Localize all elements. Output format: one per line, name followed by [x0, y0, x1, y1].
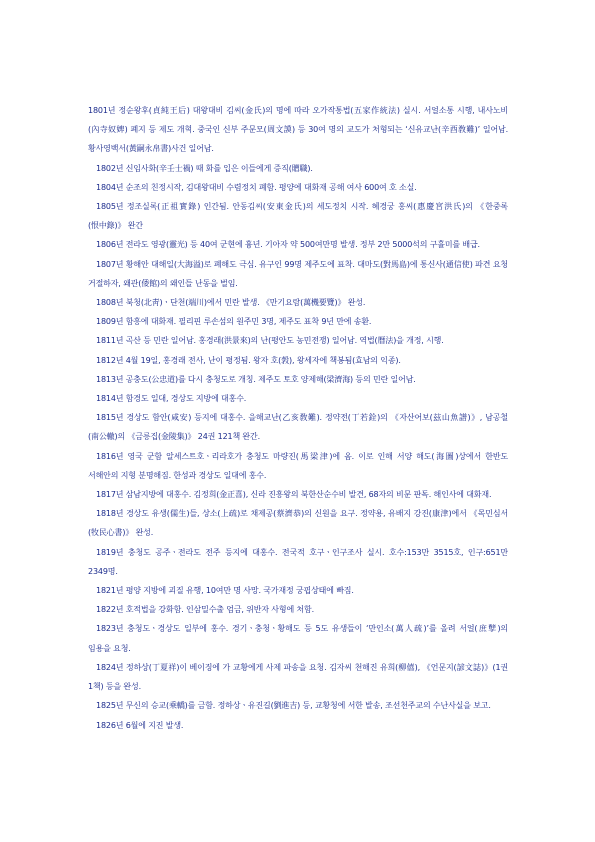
chronology-entry-1821: 1821년 평양 지방에 괴질 유행, 10여만 명 사망. 국가재정 궁핍상태에 빠짐.	[96, 586, 354, 596]
chronology-entry-1819: 1819년 충청도 공주ㆍ전라도 전주 등지에 대홍수. 전국적 호구ㆍ인구조사 실시. 호수:153만 3515호, 인구:651만 2349명.	[88, 547, 508, 576]
chronology-entry-1825: 1825년 무신의 승교(乘轎)를 금함. 정하상ㆍ유진길(劉進吉) 등, 교황청에 서한 발송, 조선천주교의 수난사실을 보고.	[96, 701, 491, 711]
chronology-entry-1816: 1816년 영국 군함 알세스트호ㆍ리라호가 충청도 마량진(馬梁津)에 옴. 이로 인해 서양 해도(海圖)상에서 한반도 서해안의 지형 분명해짐. 한성과 경상도 일대에 홍수.	[88, 451, 508, 480]
chronology-entry-1826: 1826년 6월에 지진 발생.	[96, 720, 184, 730]
chronology-entry-1814: 1814년 함경도 일대, 경상도 지방에 대홍수.	[96, 394, 247, 404]
chronology-entry-1801: 1801년 정순왕후(貞純王后) 대왕대비 김씨(金氏)의 명에 따라 오가작통법(五家作統法) 실시. 서얼소통 시행, 내사노비(內寺奴婢) 폐지 등 제도 개혁. 중국인 신부 주문모(周文謨) 등 30여 명의 교도가 처형되는 ‘신유교난(辛酉敎難)’ 일어남. 황사영백서(黃嗣永帛書)사건 일어남.	[88, 106, 508, 154]
chronology-entry-1805: 1805년 정조실록(正祖實錄) 인간됨. 안동김씨(安東金氏)의 세도정치 시작. 혜경궁 홍씨(惠慶宮洪氏)의 《한중록(恨中錄)》 완간	[88, 202, 508, 231]
chronology-entries	[88, 101, 508, 735]
chronology-entry-1812: 1812년 4월 19일, 홍경래 전사, 난이 평정됨. 왕자 호(㝅), 왕세자에 책봉됨(효남의 익종).	[96, 355, 401, 365]
chronology-entry-1818: 1818년 경상도 유생(儒生)들, 상소(上疏)로 채제공(蔡濟恭)의 신원을 요구. 정약용, 유배지 강진(康津)에서 《목민심서(牧民心書)》 완성.	[88, 509, 508, 538]
chronology-entry-1813: 1813년 공충도(公忠道)를 다시 충청도로 개칭. 제주도 토호 양제해(梁濟海) 등의 민란 일어남.	[96, 374, 416, 384]
chronology-entry-1817: 1817년 삼남지방에 대홍수. 김정희(金正喜), 신라 진흥왕의 북한산순수비 발견, 68자의 비문 판독. 해인사에 대화재.	[96, 490, 492, 500]
chronology-entry-1808: 1808년 북청(北靑)ㆍ단천(端川)에서 민란 발생. 《만기요람(萬機要覽)》 완성.	[96, 298, 366, 308]
chronology-entry-1811: 1811년 곡산 등 민란 일어남. 홍경래(洪景來)의 난(평안도 농민전쟁) 일어남. 역법(曆法)을 개정, 시행.	[96, 336, 444, 346]
chronology-entry-1824: 1824년 정하상(丁夏祥)이 베이징에 가 교황에게 사제 파송을 요청. 김자씨 천해진 유희(柳僖), 《언문지(諺文誌)》(1권 1책) 등을 완성.	[88, 662, 508, 692]
chronology-entry-1815: 1815년 경상도 함안(咸安) 등지에 대홍수. 을해교난(乙亥敎難). 정약전(丁若銓)의 《자산어보(玆山魚譜)》, 남공철(南公轍)의 《금릉집(金陵集)》 24권 121책 완간.	[88, 413, 508, 442]
chronology-entry-1822: 1822년 호적법을 강화함. 인삼밀수출 엄금, 위반자 사형에 처함.	[96, 605, 314, 615]
chronology-entry-1809: 1809년 함흥에 대화재. 필리핀 루손섬의 원주민 3명, 제주도 표착 9년 만에 송환.	[96, 317, 372, 327]
chronology-entry-1823: 1823년 충청도ㆍ경상도 일부에 홍수. 경기ㆍ충청ㆍ황해도 등 5도 유생들이 ‘만인소(萬人疏)’를 올려 서얼(庶孼)의 임용을 요청.	[88, 624, 508, 653]
chronology-entry-1806: 1806년 전라도 영광(靈光) 등 40여 군현에 흉년. 기아자 약 500여만명 발생. 정부 2만 5000석의 구휼미를 배급.	[96, 240, 480, 250]
chronology-entry-1802: 1802년 신임사화(辛壬士禍) 때 화를 입은 이들에게 증직(贈職).	[96, 163, 313, 173]
chronology-entry-1804: 1804년 순조의 친정시작, 김대왕대비 수렴정치 폐함. 평양에 대화재 공해 여사 600여 호 소실.	[96, 182, 417, 192]
chronology-entry-1807: 1807년 황해안 대해일(大海溢)로 폐해도 극심. 유구인 99명 제주도에 표착. 대마도(對馬島)에 통신사(通信使) 파견 요청 거절하자, 왜관(倭館)의 왜인들 난동을 벌임.	[88, 259, 508, 288]
